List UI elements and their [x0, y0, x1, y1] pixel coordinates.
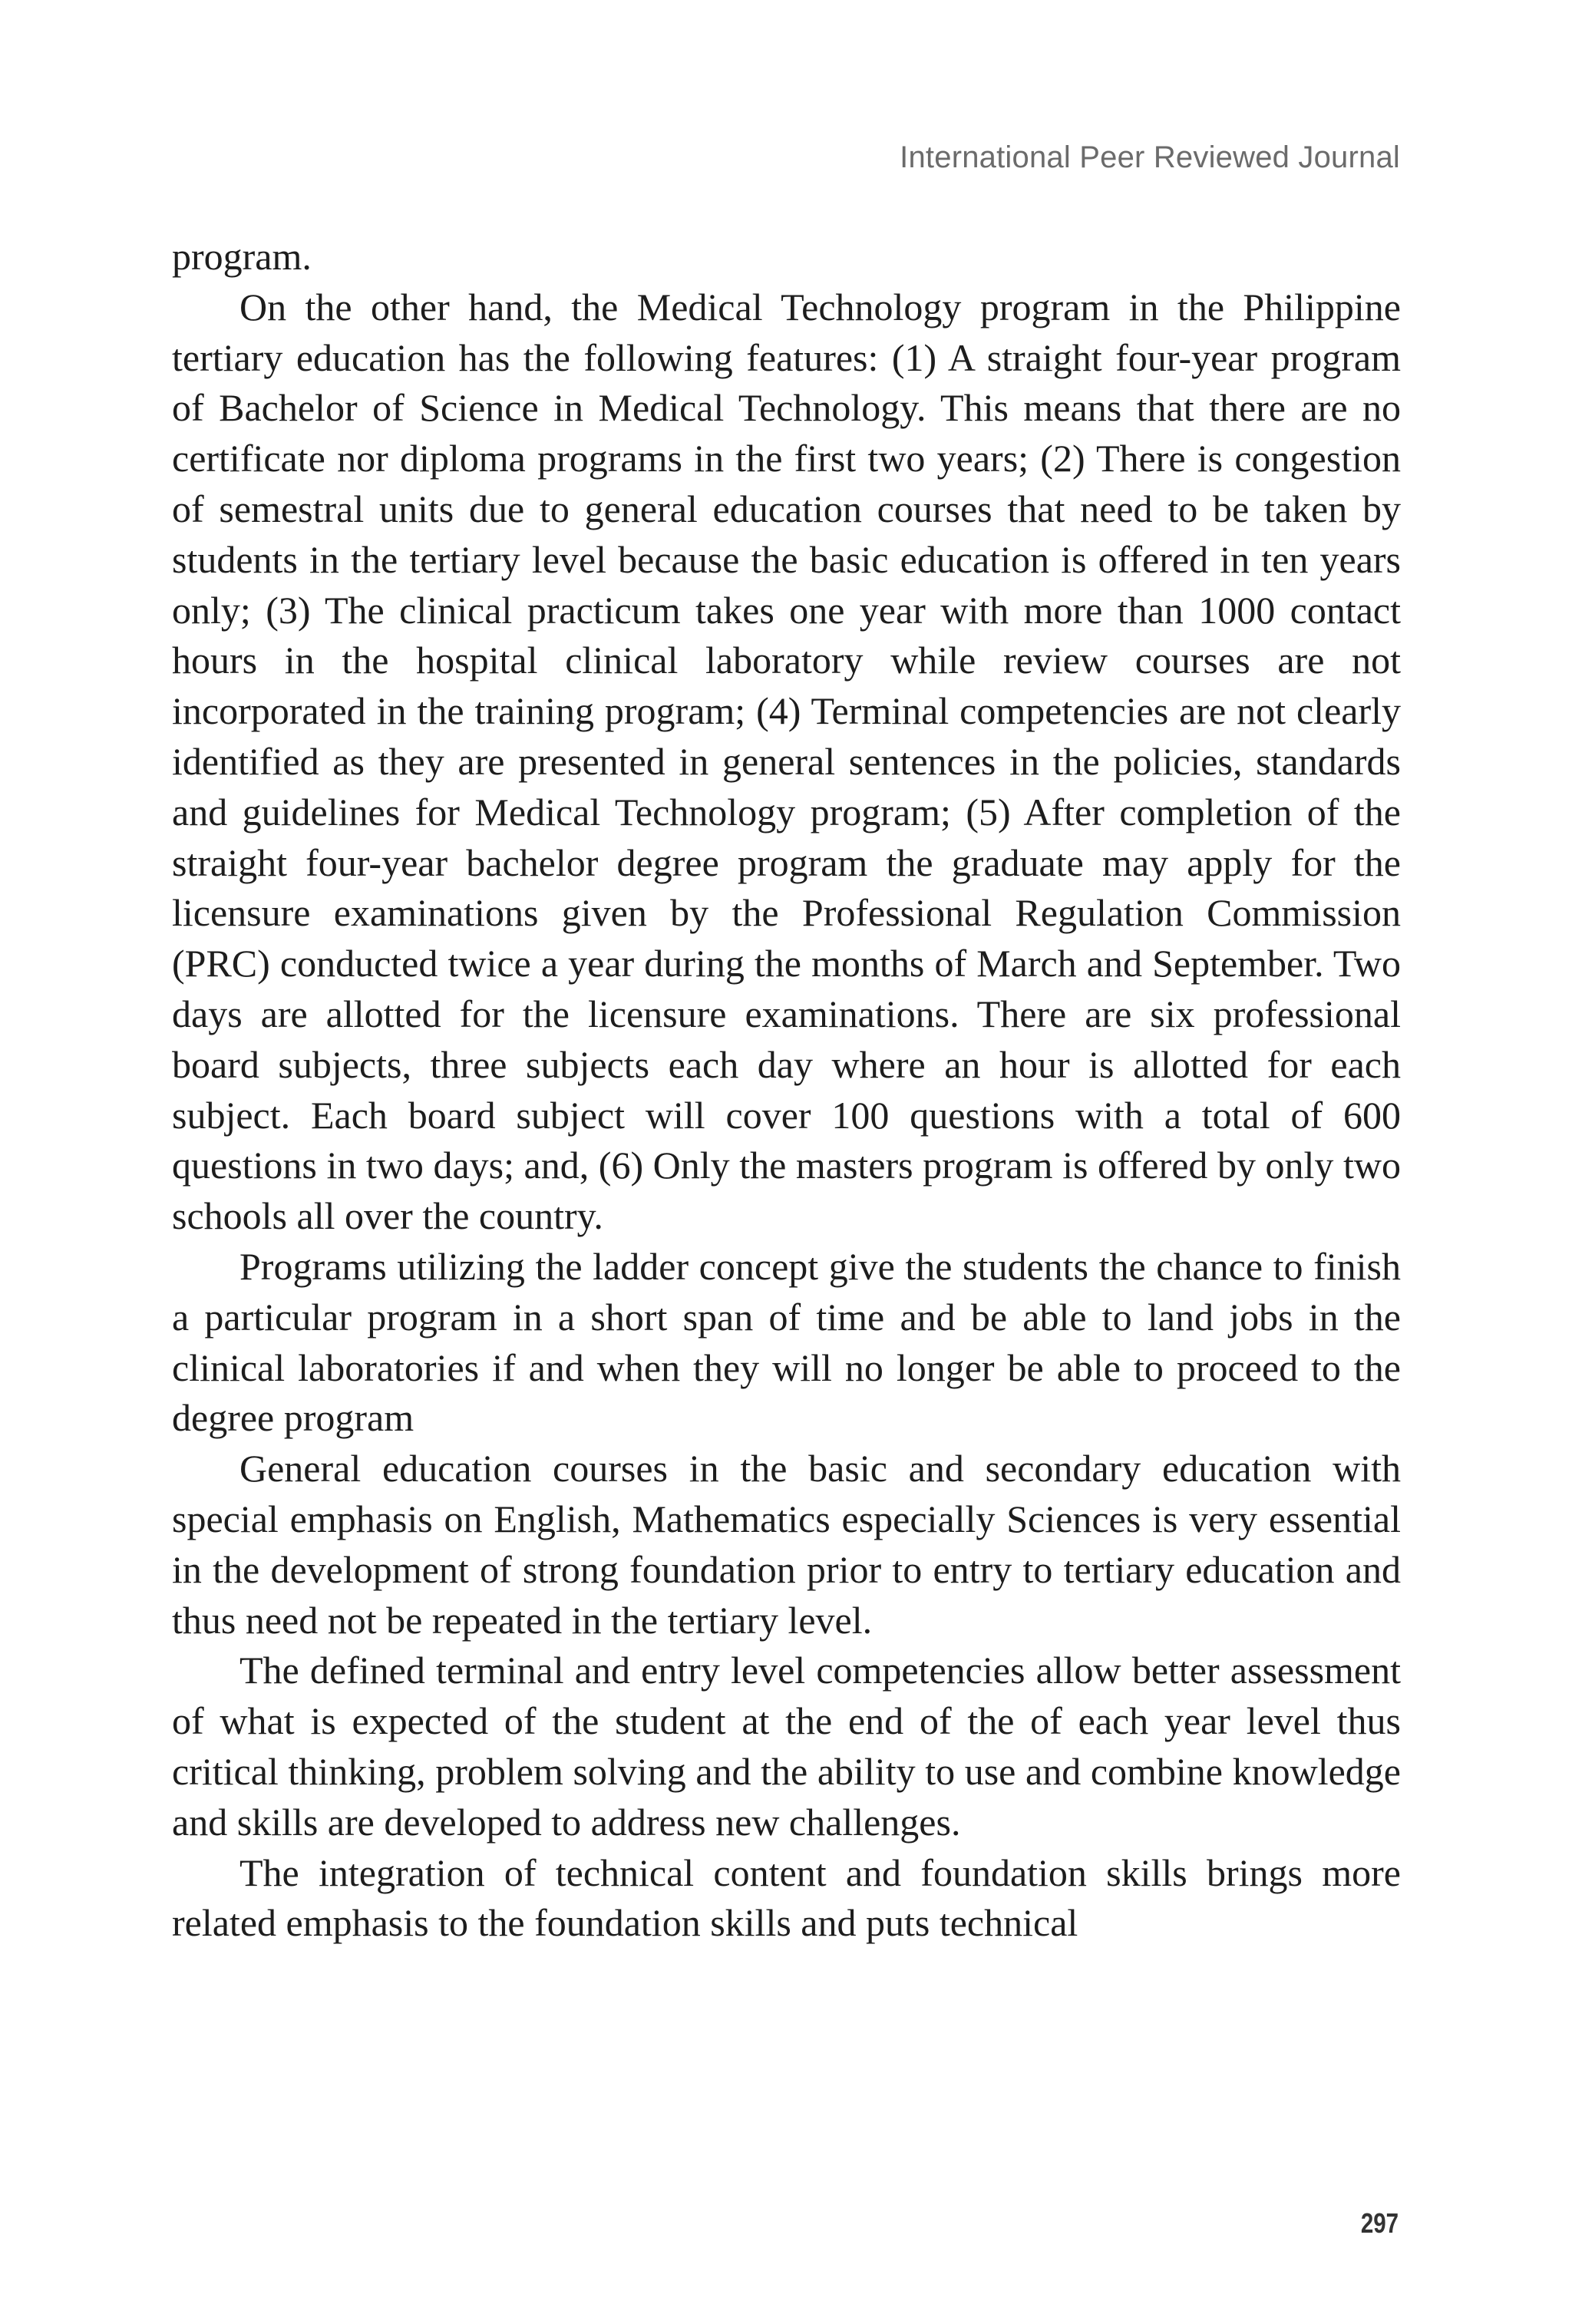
paragraph-integration: The integration of technical content and foundation skills brings more related emphasis to the foundation skills and puts technical: [172, 1850, 1401, 1945]
paragraph-continuation: program.: [172, 235, 312, 278]
paragraph-competencies: The defined terminal and entry level competencies allow better assessment of what is expected of the student at the end of the of each year level thus critical thinking, problem solving and the ability to use and combine knowledge and skills are developed to address new challenges.: [172, 1649, 1401, 1844]
paragraph-ladder-concept: Programs utilizing the ladder concept give the students the chance to finish a particular program in a short span of time and be able to land jobs in the clinical laboratories if and when they will no longer be able to proceed to the degree program: [172, 1244, 1401, 1440]
paragraph-general-education: General education courses in the basic and secondary education with special emphasis on English, Mathematics especially Sciences is very essential in the development of strong foundation prior to entry to tertiary education and thus need not be repeated in the tertiary level.: [172, 1447, 1401, 1642]
running-header: International Peer Reviewed Journal: [900, 140, 1400, 174]
body-text: [172, 232, 1401, 1949]
page-number: 297: [1360, 2207, 1399, 2239]
paragraph-medtech-features: On the other hand, the Medical Technology program in the Philippine tertiary education has the following features: (1) A straight four-year program of Bachelor of Science in Medical Technology. This means that there are no certificate nor diploma programs in the first two years; (2) There is congestion of semestral units due to general education courses that need to be taken by students in the tertiary level because the basic education is offered in ten years only; (3) The clinical practicum takes one year with more than 1000 contact hours in the hospital clinical laboratory while review courses are not incorporated in the training program; (4) Terminal competencies are not clearly identified as they are presented in general sentences in the policies, standards and guidelines for Medical Technology program; (5) After completion of the straight four-year bachelor degree program the graduate may apply for the licensure examinations given by the Professional Regulation Commission (PRC) conducted twice a year during the months of March and September. Two days are allotted for the licensure examinations. There are six professional board subjects, three subjects each day where an hour is allotted for each subject. Each board subject will cover 100 questions with a total of 600 questions in two days; and, (6) Only the masters program is offered by only two schools all over the country.: [172, 285, 1401, 1238]
